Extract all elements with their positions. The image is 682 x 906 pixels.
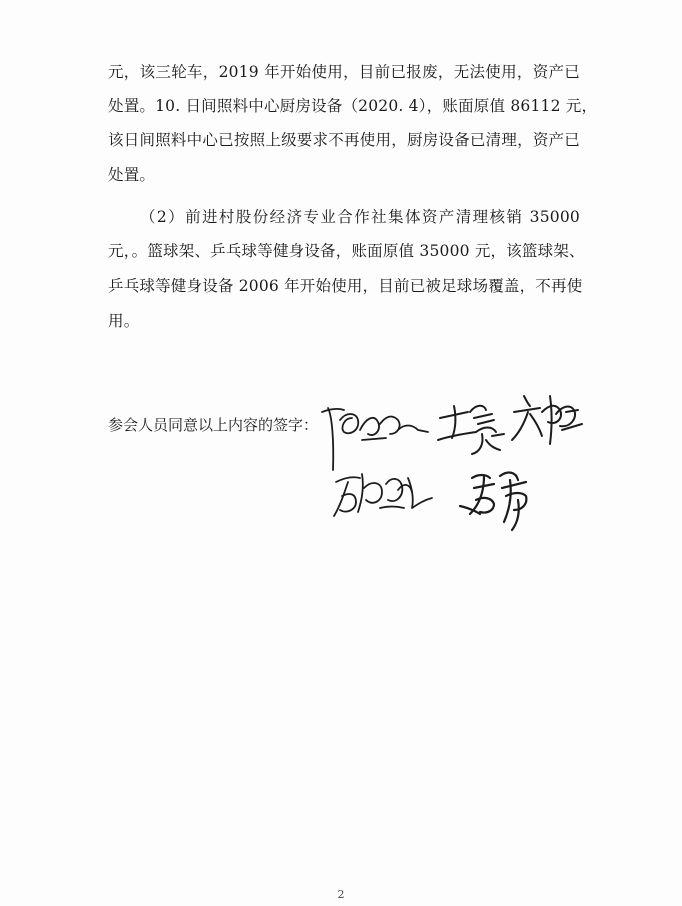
body-text-line-3: 该日间照料中心已按照上级要求不再使用，厨房设备已清理，资产已 <box>108 131 580 149</box>
signature-label: 参会人员同意以上内容的签字： <box>108 416 319 434</box>
signature-1 <box>322 408 428 470</box>
page-number: 2 <box>337 888 345 901</box>
signature-4 <box>334 474 432 516</box>
body-text-line-1: 元，该三轮车，2019 年开始使用，目前已报废，无法使用，资产已 <box>108 63 580 81</box>
body-text-line-7: 乒乓球等健身设备 2006 年开始使用，目前已被足球场覆盖，不再使 <box>108 277 583 295</box>
signature-3 <box>512 396 582 444</box>
body-text-line-8: 用。 <box>108 312 140 330</box>
body-text-line-4: 处置。 <box>108 166 156 184</box>
signature-2 <box>438 406 504 454</box>
body-text-line-6: 元，。篮球架、乒乓球等健身设备，账面原值 35000 元，该篮球架、 <box>108 242 585 260</box>
body-text-line-2: 处置。10. 日间照料中心厨房设备（2020. 4），账面原值 86112 元， <box>108 97 598 115</box>
body-text-line-5: （2）前进村股份经济专业合作社集体资产清理核销 35000 <box>140 208 580 226</box>
signature-5 <box>460 473 526 530</box>
